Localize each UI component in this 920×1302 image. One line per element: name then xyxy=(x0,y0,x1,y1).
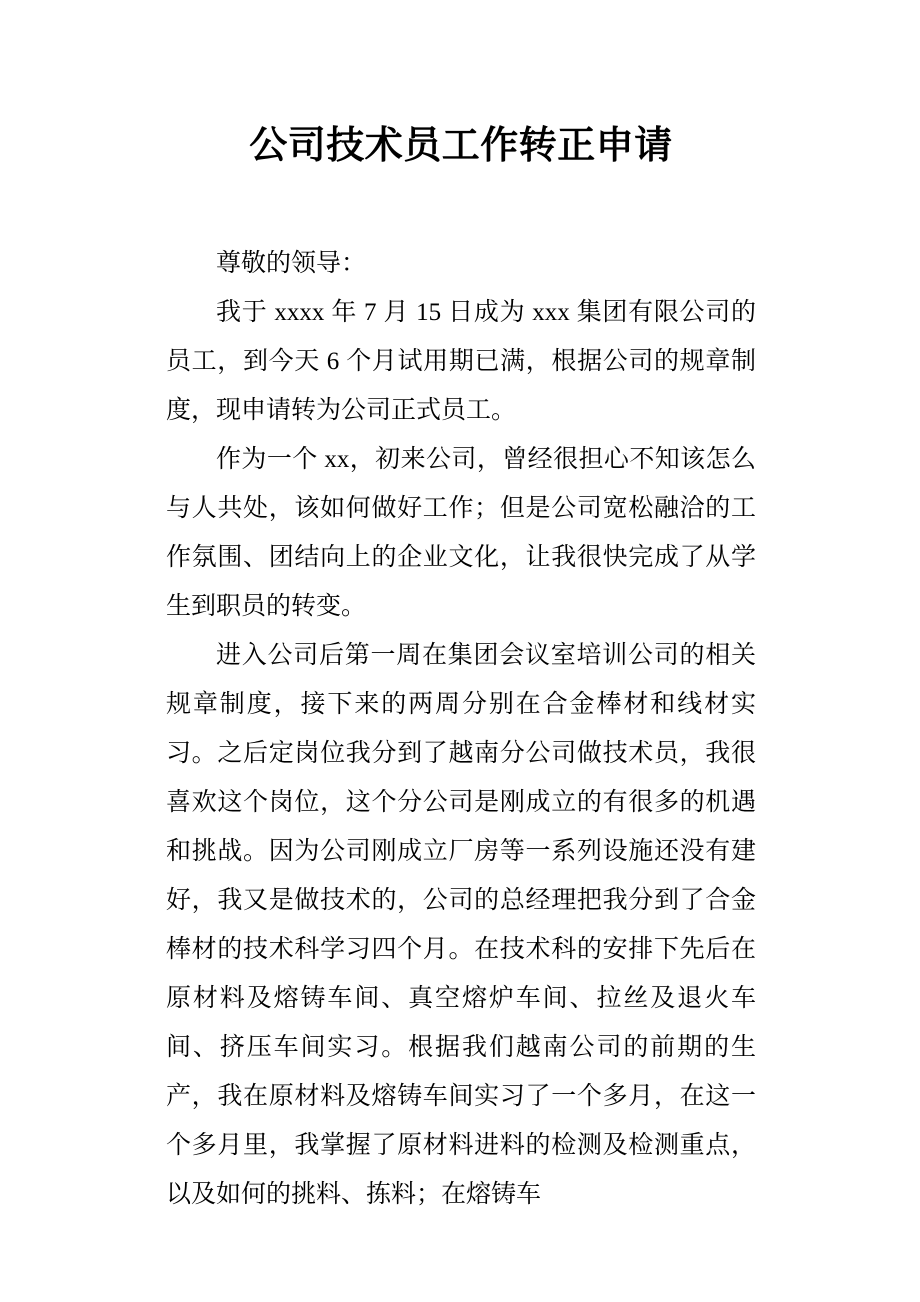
document-title: 公司技术员工作转正申请 xyxy=(249,125,673,167)
paragraph-intro: 我于 xxxx 年 7 月 15 日成为 xxx 集团有限公司的员工，到今天 6 个月试用期已满，根据公司的规章制度，现申请转为公司正式员工。 xyxy=(166,299,756,424)
salutation-line: 尊敬的领导： xyxy=(216,250,367,277)
paragraph-adaptation: 作为一个 xx，初来公司，曾经很担心不知该怎么与人共处，该如何做好工作；但是公司宽松融洽的工作氛围、团结向上的企业文化，让我很快完成了从学生到职员的转变。 xyxy=(166,446,756,620)
paragraph-work-experience: 进入公司后第一周在集团会议室培训公司的相关规章制度，接下来的两周分别在合金棒材和线材实习。之后定岗位我分到了越南分公司做技术员，我很喜欢这个岗位，这个分公司是刚成立的有很多的机遇和挑战。因为公司刚成立厂房等一系列设施还没有建好，我又是做技术的，公司的总经理把我分到了合金棒材的技术科学习四个月。在技术科的安排下先后在原材料及熔铸车间、真空熔炉车间、拉丝及退火车间、挤压车间实习。根据我们越南公司的前期的生产，我在原材料及熔铸车间实习了一个多月，在这一个多月里，我掌握了原材料进料的检测及检测重点，以及如何的挑料、拣料；在熔铸车 xyxy=(166,642,756,1208)
